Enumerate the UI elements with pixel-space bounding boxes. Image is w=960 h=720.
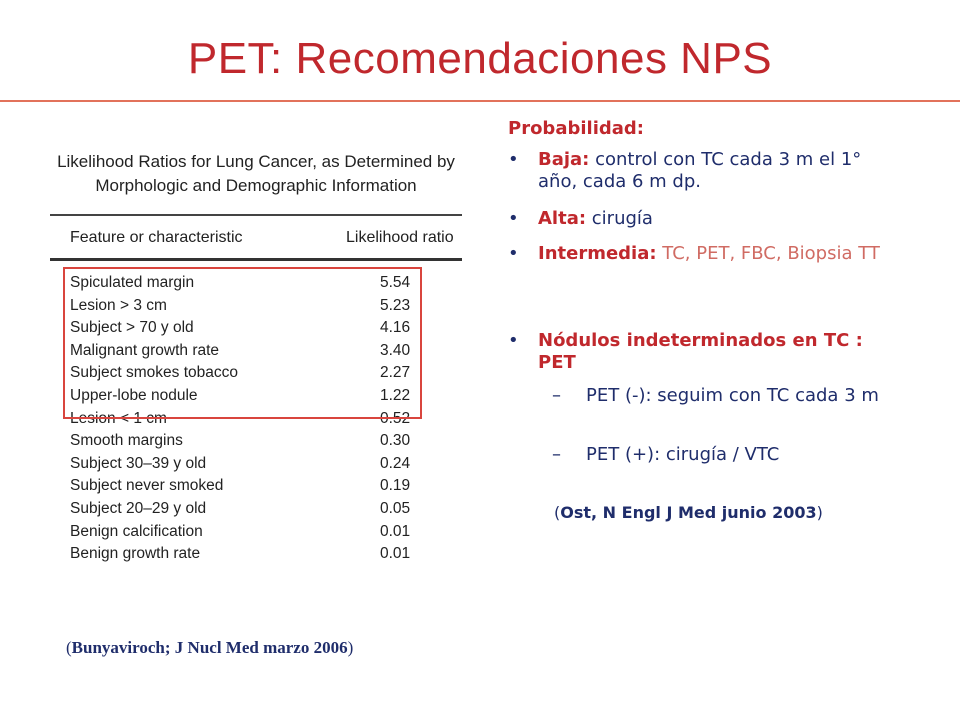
feature-cell: Benign growth rate — [70, 545, 201, 563]
lr-cell: 5.54 — [380, 274, 411, 291]
bullet-icon: • — [508, 243, 519, 264]
bullet-label: Baja: — [538, 149, 590, 170]
bullet-body: TC, PET, FBC, Biopsia TT — [656, 243, 880, 264]
lr-cell: 2.27 — [380, 364, 411, 382]
bullet-text: Nódulos indeterminados en TC : PET — [538, 330, 863, 373]
lr-cell: 0.01 — [380, 545, 411, 563]
feature-cell: Spiculated margin — [70, 274, 195, 291]
lr-cell: 0.52 — [380, 409, 411, 427]
slide-title: PET: Recomendaciones NPS — [187, 34, 773, 83]
citation-open-paren: ( — [554, 503, 561, 522]
lr-cell: 5.23 — [380, 296, 411, 314]
dash-icon: – — [552, 385, 561, 406]
table-row — [70, 430, 430, 453]
lr-cell: 0.05 — [380, 499, 411, 517]
table-row — [70, 521, 430, 544]
table-row — [70, 498, 430, 521]
bullet-label: Intermedia: — [538, 243, 657, 264]
citation-close-paren: ) — [347, 638, 354, 657]
feature-cell: Subject smokes tobacco — [70, 364, 239, 382]
citation-open-paren: ( — [66, 638, 72, 657]
probability-heading: Probabilidad: — [508, 118, 644, 139]
lr-cell: 0.30 — [380, 432, 411, 450]
lr-cell: 0.01 — [380, 522, 411, 540]
lr-cell: 4.16 — [380, 319, 411, 337]
citation-text: Ost, N Engl J Med junio 2003 — [560, 503, 817, 522]
figure-header-rule — [50, 258, 462, 261]
title-divider — [0, 100, 960, 102]
figure-title — [50, 150, 462, 198]
right-citation — [554, 503, 823, 522]
lr-cell: 1.22 — [380, 386, 411, 404]
table-row — [70, 453, 430, 476]
dash-icon: – — [552, 444, 561, 465]
bullet-icon: • — [508, 208, 519, 229]
bullet-icon: • — [508, 149, 519, 170]
table-row — [70, 475, 430, 498]
citation-close-paren: ) — [816, 503, 823, 522]
feature-cell: Lesion < 1 cm — [70, 409, 167, 427]
column-header-feature: Feature or characteristic — [70, 229, 243, 246]
feature-cell: Benign calcification — [70, 522, 203, 540]
sub-bullet-text: PET (+): cirugía / VTC — [586, 444, 780, 465]
sub-bullet-text: PET (-): seguim con TC cada 3 m — [586, 385, 879, 406]
lr-cell: 0.19 — [380, 477, 411, 495]
lr-cell: 3.40 — [380, 341, 411, 359]
bullet-text — [538, 243, 898, 265]
figure-title-line-1: Likelihood Ratios for Lung Cancer, as Determined by — [57, 152, 455, 171]
feature-cell: Upper-lobe nodule — [70, 386, 198, 404]
bullet-label: Alta: — [538, 208, 587, 229]
figure-title-line-2: Morphologic and Demographic Information — [95, 176, 417, 195]
feature-cell: Malignant growth rate — [70, 341, 220, 359]
high-risk-highlight-box — [63, 267, 422, 419]
bullet-text — [538, 149, 898, 193]
feature-cell: Subject never smoked — [70, 477, 224, 495]
feature-cell: Smooth margins — [70, 432, 183, 450]
feature-cell: Subject 30–39 y old — [70, 454, 207, 472]
bullet-body: control con TC cada 3 m el 1° año, cada 6 m dp. — [538, 149, 862, 192]
feature-cell: Subject > 70 y old — [70, 319, 194, 337]
bullet-text — [538, 208, 898, 230]
bullet-body: cirugía — [586, 208, 653, 229]
citation-text: Bunyaviroch; J Nucl Med marzo 2006 — [71, 638, 348, 657]
feature-cell: Lesion > 3 cm — [70, 296, 167, 314]
bullet-icon: • — [508, 330, 519, 351]
column-header-likelihood-ratio: Likelihood ratio — [346, 229, 454, 246]
figure-top-rule — [50, 214, 462, 216]
lr-cell: 0.24 — [380, 454, 411, 472]
figure-citation — [66, 638, 353, 658]
table-row — [70, 543, 430, 566]
feature-cell: Subject 20–29 y old — [70, 499, 207, 517]
